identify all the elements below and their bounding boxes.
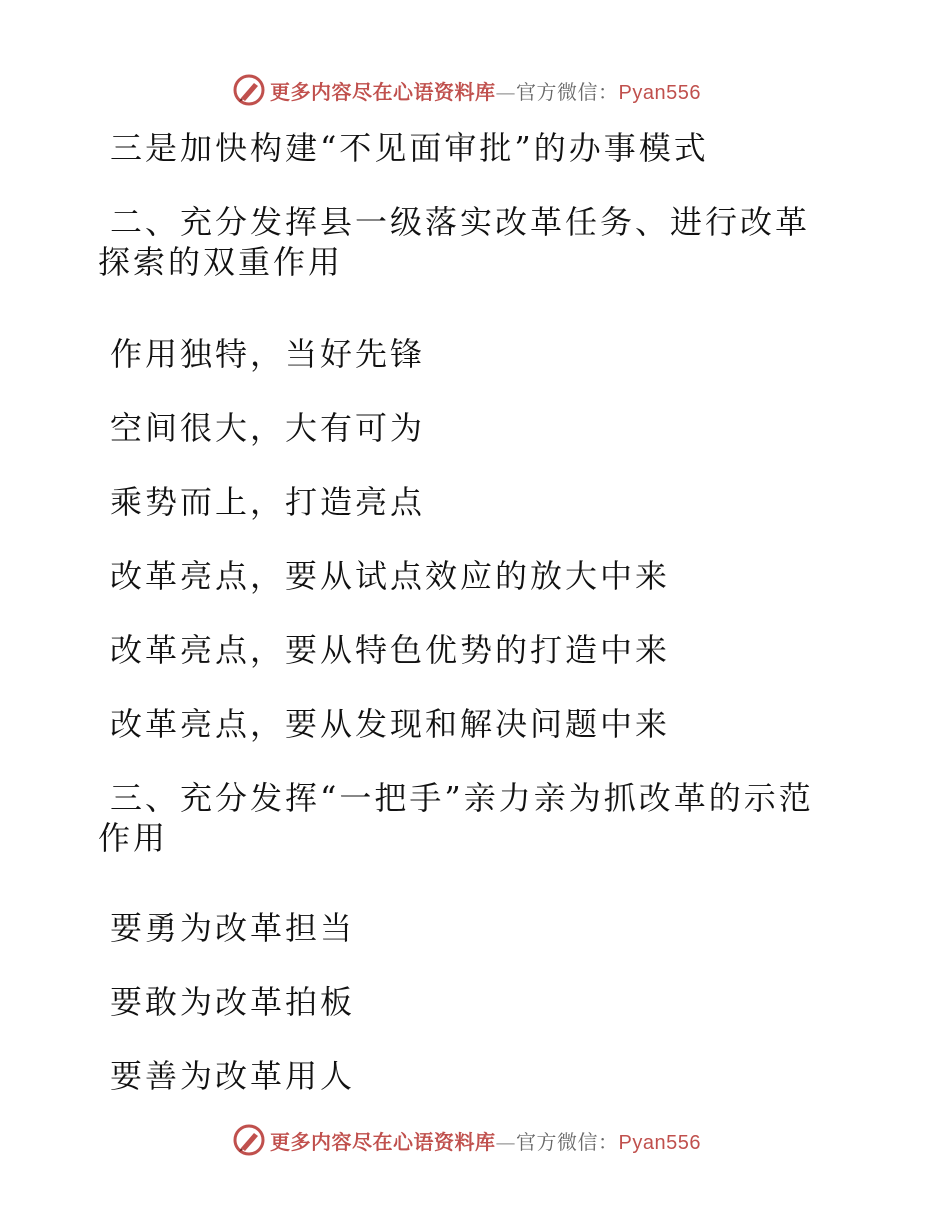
watermark-label: 官方微信： <box>516 79 619 104</box>
paragraph-line: 空间很大，大有可为 <box>110 409 426 447</box>
section-heading: 二、充分发挥县一级落实改革任务、进行改革探索的双重作用 <box>98 203 811 281</box>
paragraph-line: 改革亮点，要从试点效应的放大中来 <box>110 557 671 595</box>
watermark-dash: — <box>495 1129 516 1154</box>
paragraph-line: 要善为改革用人 <box>110 1057 356 1095</box>
watermark-dash: — <box>495 79 516 104</box>
paragraph-line: 乘势而上，打造亮点 <box>110 483 426 521</box>
pen-logo-icon <box>232 73 266 107</box>
paragraph-line: 改革亮点，要从发现和解决问题中来 <box>110 705 671 743</box>
footer-watermark <box>232 1120 752 1160</box>
watermark-main-text: 更多内容尽在心语资料库 <box>270 79 496 104</box>
pen-logo-icon <box>232 1123 266 1157</box>
watermark-wechat-id: Pyan556 <box>618 1131 701 1154</box>
watermark-wechat-id: Pyan556 <box>618 81 701 104</box>
paragraph-line: 要敢为改革拍板 <box>110 983 356 1021</box>
watermark-main-text: 更多内容尽在心语资料库 <box>270 1129 496 1154</box>
watermark-label: 官方微信： <box>516 1129 619 1154</box>
paragraph-line: 三是加快构建“不见面审批”的办事模式 <box>110 129 709 167</box>
paragraph-line: 要勇为改革担当 <box>110 909 356 947</box>
section-heading: 三、充分发挥“一把手”亲力亲为抓改革的示范作用 <box>98 779 814 857</box>
header-watermark <box>232 70 752 110</box>
paragraph-line: 作用独特，当好先锋 <box>110 335 426 373</box>
paragraph-line: 改革亮点，要从特色优势的打造中来 <box>110 631 671 669</box>
